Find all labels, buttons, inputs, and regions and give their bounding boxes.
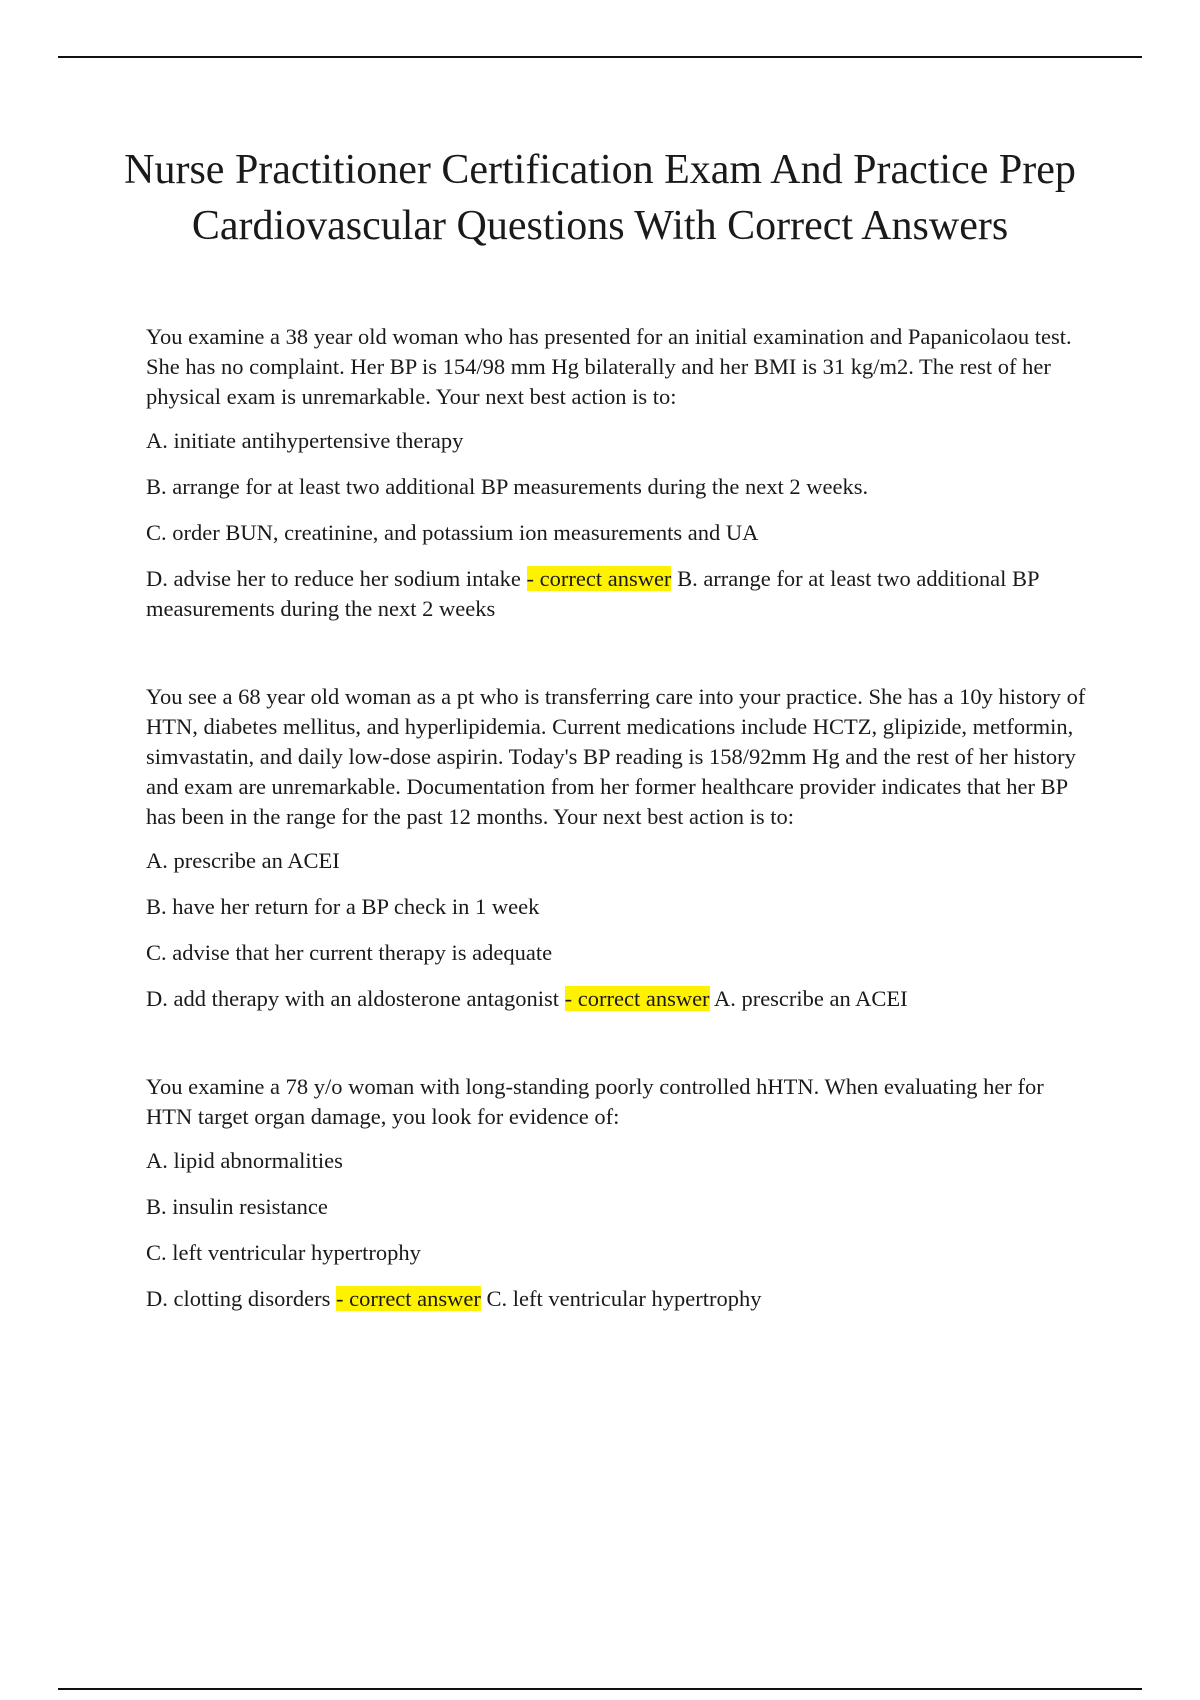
option-a: A. lipid abnormalities <box>146 1148 343 1173</box>
correct-answer-text: C. left ventricular hypertrophy <box>486 1286 762 1311</box>
question-stem: You see a 68 year old woman as a pt who is transferring care into your practice. She has a 10y history of HTN, diabetes mellitus, and hyperlipidemia. Current medications include HCTZ, glipizide, metformin, simvastatin, and daily low-dose aspirin. Today's BP reading is 158/92mm Hg and the rest of her history and exam are unremarkable. Documentation from her former healthcare provider indicates that her BP has been in the range for the past 12 months. Your next best action is to: <box>146 684 1086 829</box>
option-c: C. order BUN, creatinine, and potassium ion measurements and UA <box>146 520 759 545</box>
correct-answer-marker: - correct answer <box>526 566 672 591</box>
option-d-with-answer <box>146 1284 1086 1314</box>
question-stem: You examine a 78 y/o woman with long-standing poorly controlled hHTN. When evaluating her for HTN target organ damage, you look for evidence of: <box>146 1074 1044 1129</box>
option-b: B. arrange for at least two additional BP measurements during the next 2 weeks. <box>146 474 869 499</box>
option-b: B. insulin resistance <box>146 1194 328 1219</box>
bottom-rule <box>58 1688 1142 1690</box>
option-d: D. advise her to reduce her sodium intake <box>146 566 521 591</box>
correct-answer-text: B. arrange for at least two additional BP measurements during the next 2 weeks <box>146 566 1039 621</box>
question-list <box>146 322 1086 1372</box>
top-rule <box>58 56 1142 58</box>
option-c: C. left ventricular hypertrophy <box>146 1240 421 1265</box>
question-1 <box>146 322 1086 624</box>
option-a: A. prescribe an ACEI <box>146 848 340 873</box>
option-c: C. advise that her current therapy is adequate <box>146 940 553 965</box>
option-d: D. clotting disorders <box>146 1286 331 1311</box>
option-d-with-answer <box>146 984 1086 1014</box>
page-title: Nurse Practitioner Certification Exam And Practice Prep Cardiovascular Questions With Correct Answers <box>124 147 1076 249</box>
option-d-with-answer <box>146 564 1086 624</box>
question-stem: You examine a 38 year old woman who has presented for an initial examination and Papanicolaou test. She has no complaint. Her BP is 154/98 mm Hg bilaterally and her BMI is 31 kg/m2. The rest of her physical exam is unremarkable. Your next best action is to: <box>146 324 1072 409</box>
question-2 <box>146 682 1086 1014</box>
correct-answer-marker: - correct answer <box>335 1286 481 1311</box>
correct-answer-text: A. prescribe an ACEI <box>713 986 908 1011</box>
option-b: B. have her return for a BP check in 1 week <box>146 894 540 919</box>
option-d: D. add therapy with an aldosterone antagonist <box>146 986 560 1011</box>
correct-answer-marker: - correct answer <box>564 986 710 1011</box>
question-3 <box>146 1072 1086 1314</box>
option-a: A. initiate antihypertensive therapy <box>146 428 464 453</box>
